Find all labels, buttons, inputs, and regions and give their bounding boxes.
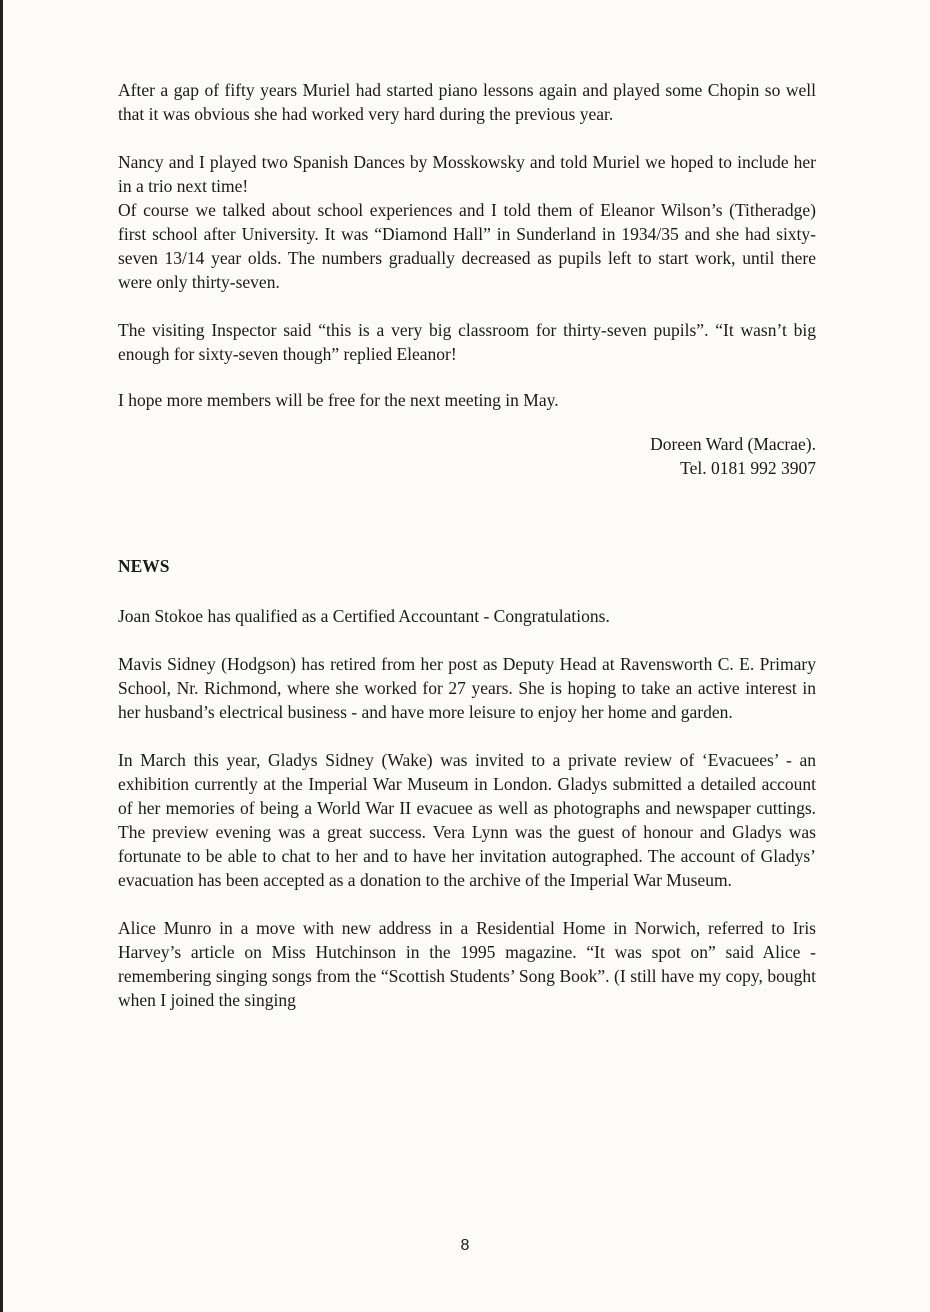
news-item-mavis-sidney: Mavis Sidney (Hodgson) has retired from her post as Deputy Head at Ravensworth C. E. Primary School, Nr. Richmond, where she worked for 27 years. She is hoping to take an active interest in her husband’s electrical business - and have more leisure to enjoy her home and garden.	[118, 654, 816, 722]
signature-tel: Tel. 0181 992 3907	[680, 458, 816, 478]
page-edge	[0, 0, 3, 1312]
news-item-gladys-sidney: In March this year, Gladys Sidney (Wake) was invited to a private review of ‘Evacuees’ - an exhibition currently at the Imperial War Museum in London. Gladys submitted a detailed account of her memories of being a World War II evacuee as well as photographs and newspaper cuttings. The preview evening was a great success. Vera Lynn was the guest of honour and Gladys was fortunate to be able to chat to her and to have her invitation autographed. The account of Gladys’ evacuation has been accepted as a donation to the archive of the Imperial War Museum.	[118, 750, 816, 890]
page-content	[118, 78, 816, 1012]
paragraph-spanish-dances: Nancy and I played two Spanish Dances by Mosskowsky and told Muriel we hoped to include her in a trio next time!	[118, 152, 816, 196]
paragraph-inspector: The visiting Inspector said “this is a very big classroom for thirty-seven pupils”. “It wasn’t big enough for sixty-seven though” replied Eleanor!	[118, 320, 816, 364]
news-heading: NEWS	[118, 556, 170, 576]
news-item-joan-stokoe: Joan Stokoe has qualified as a Certified Accountant - Congratulations.	[118, 606, 610, 626]
page-number: 8	[460, 1237, 470, 1254]
news-item-alice-munro: Alice Munro in a move with new address in a Residential Home in Norwich, referred to Iris Harvey’s article on Miss Hutchinson in the 1995 magazine. “It was spot on” said Alice - remembering singing songs from the “Scottish Students’ Song Book”. (I still have my copy, bought when I joined the singing	[118, 918, 816, 1010]
paragraph-piano: After a gap of fifty years Muriel had started piano lessons again and played some Chopin so well that it was obvious she had worked very hard during the previous year.	[118, 80, 816, 124]
signature-block	[118, 432, 816, 480]
signature-name: Doreen Ward (Macrae).	[650, 434, 816, 454]
paragraph-next-meeting: I hope more members will be free for the next meeting in May.	[118, 390, 559, 410]
paragraph-school-experiences: Of course we talked about school experiences and I told them of Eleanor Wilson’s (Titheradge) first school after University. It was “Diamond Hall” in Sunderland in 1934/35 and she had sixty-seven 13/14 year olds. The numbers gradually decreased as pupils left to start work, until there were only thirty-seven.	[118, 200, 816, 292]
